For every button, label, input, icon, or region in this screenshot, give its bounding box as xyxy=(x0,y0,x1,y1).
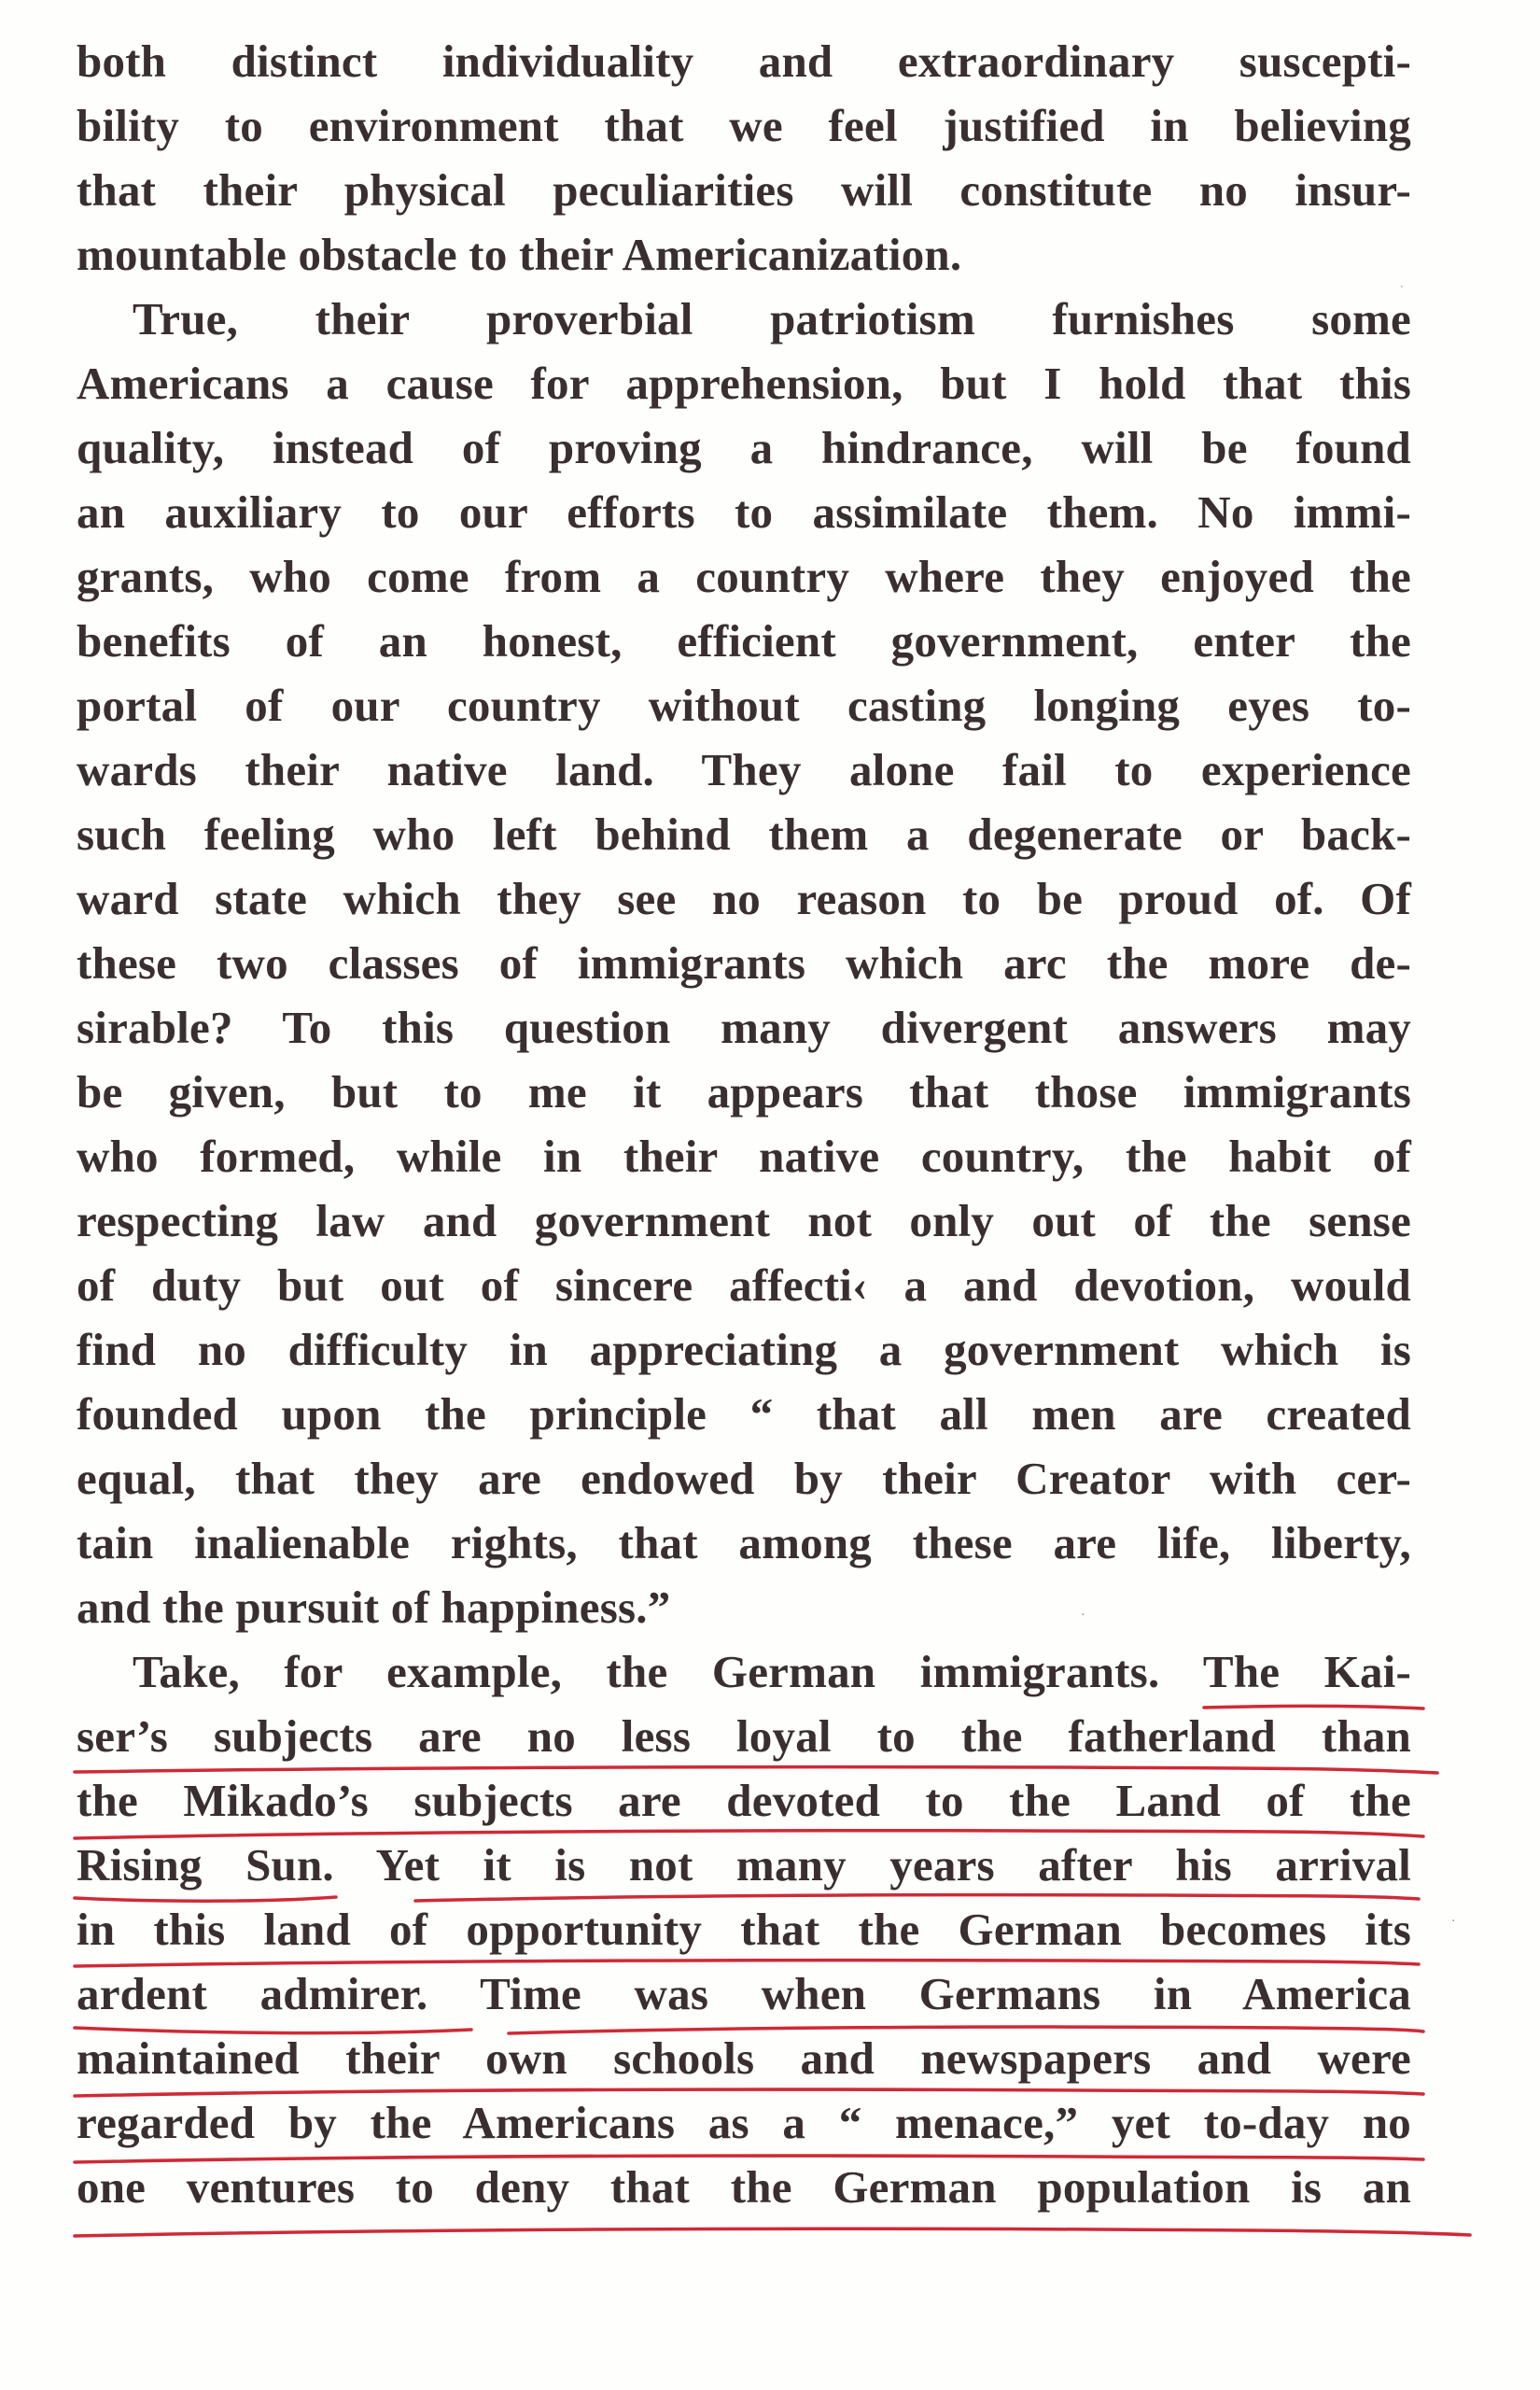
scan-speck: · xyxy=(1400,280,1404,293)
text-line: ardent admirer. Time was when Germans in America xyxy=(77,1968,1411,2019)
text-line: mountable obstacle to their Americanization. xyxy=(77,229,962,280)
text-line: and the pursuit of happiness.” xyxy=(77,1582,671,1633)
text-line: sirable? To this question many divergent answers may xyxy=(77,1002,1411,1053)
underline-stroke xyxy=(415,1895,1419,1901)
text-line: founded upon the principle “ that all men are created xyxy=(77,1388,1411,1440)
text-line: tain inalienable rights, that among these are life, liberty, xyxy=(77,1517,1411,1568)
text-line: the Mikado’s subjects are devoted to the Land of the xyxy=(77,1775,1411,1826)
text-line: wards their native land. They alone fail to experience xyxy=(77,744,1411,795)
text-line: Americans a cause for apprehension, but I hold that this xyxy=(77,358,1411,409)
text-line: one ventures to deny that the German population is an xyxy=(77,2161,1411,2213)
text-line: an auxiliary to our efforts to assimilate them. No immi- xyxy=(77,486,1411,538)
scan-speck: · xyxy=(1081,1608,1085,1623)
text-line: ward state which they see no reason to be proud of. Of xyxy=(77,873,1411,924)
underline-stroke xyxy=(75,1897,336,1901)
text-line: of duty but out of sincere affecti‹ a and devotion, would xyxy=(77,1259,1411,1311)
text-line: equal, that they are endowed by their Creator with cer- xyxy=(77,1453,1411,1504)
text-line: in this land of opportunity that the German becomes its xyxy=(77,1904,1411,1955)
text-line: True, their proverbial patriotism furnishes some xyxy=(133,293,1411,344)
text-line: grants, who come from a country where they enjoyed the xyxy=(77,551,1411,602)
text-line: be given, but to me it appears that those immigrants xyxy=(77,1066,1411,1118)
text-line: portal of our country without casting longing eyes to- xyxy=(77,680,1411,731)
text-line: maintained their own schools and newspapers and were xyxy=(77,2032,1411,2084)
text-line: who formed, while in their native country, the habit of xyxy=(77,1131,1411,1182)
text-line: benefits of an honest, efficient government, enter the xyxy=(77,615,1411,667)
text-line: Rising Sun. Yet it is not many years after his arrival xyxy=(77,1839,1411,1891)
text-line: both distinct individuality and extraordinary suscepti- xyxy=(77,35,1411,87)
text-line: such feeling who left behind them a degenerate or back- xyxy=(77,808,1411,860)
text-line: quality, instead of proving a hindrance, will be found xyxy=(77,422,1411,473)
text-line: Take, for example, the German immigrants. The Kai- xyxy=(133,1646,1411,1697)
text-line: these two classes of immigrants which arc the more de- xyxy=(77,937,1411,989)
text-line: ser’s subjects are no less loyal to the fatherland than xyxy=(77,1710,1411,1762)
scan-speck: · xyxy=(1451,1914,1456,1929)
text-line: regarded by the Americans as a “ menace,” yet to-day no xyxy=(77,2097,1411,2148)
underline-stroke xyxy=(75,2228,1470,2236)
text-line: bility to environment that we feel justified in believing xyxy=(77,100,1411,151)
text-line: that their physical peculiarities will constitute no insur- xyxy=(77,164,1411,216)
text-line: respecting law and government not only out of the sense xyxy=(77,1195,1411,1246)
text-line: find no difficulty in appreciating a government which is xyxy=(77,1324,1411,1375)
